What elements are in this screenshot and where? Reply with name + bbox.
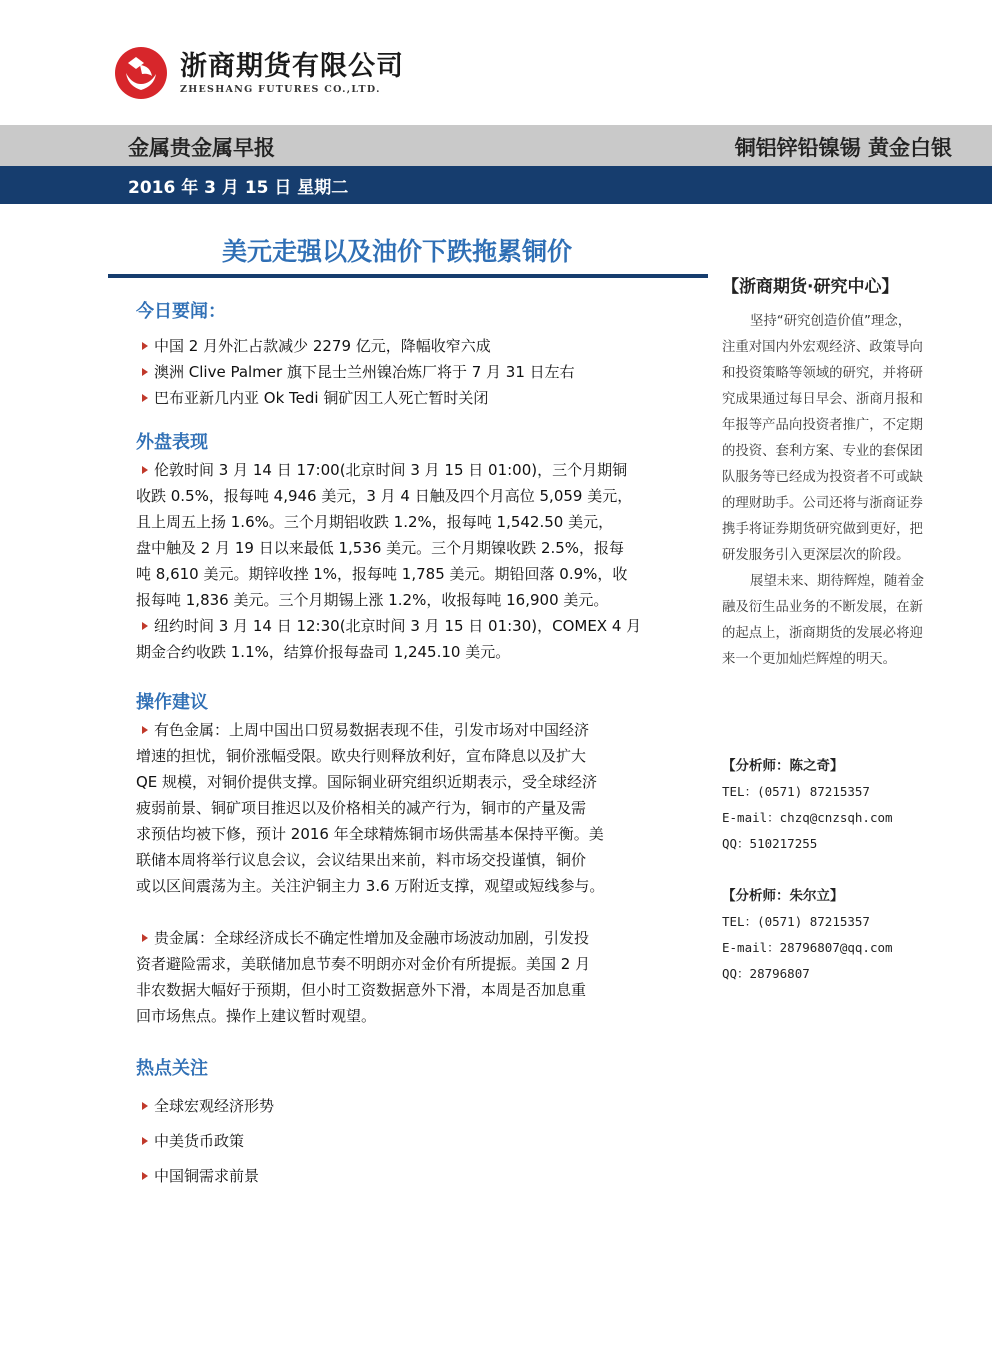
overseas-paragraph-london: 伦敦时间 3 月 14 日 17:00(北京时间 3 月 15 日 01:00)，三个月期铜 收跌 0.5%，报每吨 4,946 美元，3 月 4 日触及四个月高位 5,059 美元， 且上周五上扬 1.6%。三个月期铝收跌 1.2%，报每吨 1,542.50 美元， 盘中触及 2 月 19 日以来最低 1,536 美元。三个月期镍收跌 2.5%，报每 吨 8,610 美元。期锌收挫 1%，报每吨 1,785 美元。期铅回落 0.9%，收 报每吨 1,836 美元。三个月期锡上涨 1.2%，收报每吨 16,900 美元。 [136, 461, 633, 609]
section-title-overseas: 外盘表现 [136, 432, 208, 453]
date-band [0, 166, 992, 204]
sidebar-title: 【浙商期货·研究中心】 [722, 277, 899, 297]
bullet-arrow-icon [142, 342, 148, 350]
analyst-qq: QQ：28796807 [722, 966, 810, 981]
section-title-news: 今日要闻： [136, 301, 226, 322]
analyst-name: 【分析师：朱尔立】 [722, 888, 844, 904]
analyst-card [722, 883, 954, 987]
sidebar-intro: 坚持“研究创造价值”理念， 注重对国内外宏观经济、政策导向 和投资策略等领域的研究，并将研 究成果通过每日早会、浙商月报和 年报等产品向投资者推广，不定期 的投资、套利方案、专业的套保团 队服务等已经成为投资者不可或缺 的理财助手。公司还将与浙商证券 携手将证券期货研究做到更好，把 研发服务引入更深层次的阶段。 展望未来、期待辉煌，随着金 融及衍生品业务的不断发展，在新 的起点上，浙商期货的发展必将迎 来一个更加灿烂辉煌的明天。 [722, 314, 925, 667]
list-item: 全球宏观经济形势 [136, 1093, 670, 1119]
analyst-tel: TEL：(0571) 87215357 [722, 784, 870, 799]
bullet-arrow-icon [142, 1102, 148, 1110]
page-title: 美元走强以及油价下跌拖累铜价 [222, 237, 573, 266]
bullet-arrow-icon [142, 1137, 148, 1145]
report-band [0, 125, 992, 166]
bullet-arrow-icon [142, 368, 148, 376]
main-column [136, 298, 670, 1189]
overseas-paragraph-newyork: 纽约时间 3 月 14 日 12:30(北京时间 3 月 15 日 01:30)，COMEX 4 月 期金合约收跌 1.1%，结算价报每盎司 1,245.10 美元。 [136, 617, 642, 661]
bullet-arrow-icon [142, 934, 148, 942]
list-item: 巴布亚新几内亚 Ok Tedi 铜矿因工人死亡暂时关闭 [136, 385, 670, 411]
advice-paragraph-base-metals: 有色金属：上周中国出口贸易数据表现不佳，引发市场对中国经济 增速的担忧，铜价涨幅受限。欧央行则释放利好，宣布降息以及扩大 QE 规模，对铜价提供支撑。国际铜业研究组织近期表示，受全球经济 疲弱前景、铜矿项目推迟以及价格相关的减产行为，铜市的产量及需 求预估均被下修，预计 2016 年全球精炼铜市场供需基本保持平衡。美 联储本周将举行议息会议，会议结果出来前，料市场交投谨慎，铜价 或以区间震荡为主。关注沪铜主力 3.6 万附近支撑，观望或短线参与。 [136, 721, 605, 895]
analyst-card [722, 753, 954, 857]
company-name [180, 52, 404, 95]
analyst-qq: QQ：510217255 [722, 836, 818, 851]
company-name-cn: 浙商期货有限公司 [180, 51, 404, 82]
bullet-arrow-icon [142, 466, 148, 474]
list-item: 中国铜需求前景 [136, 1163, 670, 1189]
company-name-en: ZHESHANG FUTURES CO.,LTD. [180, 84, 381, 95]
analyst-name: 【分析师：陈之奇】 [722, 758, 844, 774]
bullet-arrow-icon [142, 726, 148, 734]
company-logo-icon [114, 46, 168, 100]
report-name: 金属贵金属早报 [128, 136, 275, 160]
bullet-arrow-icon [142, 622, 148, 630]
list-item: 中国 2 月外汇占款减少 2279 亿元，降幅收窄六成 [136, 333, 670, 359]
section-title-focus: 热点关注 [136, 1058, 208, 1079]
bullet-arrow-icon [142, 1172, 148, 1180]
analyst-email[interactable]: E-mail：chzq@cnzsqh.com [722, 810, 893, 825]
section-title-advice: 操作建议 [136, 692, 208, 713]
advice-paragraph-precious-metals: 贵金属：全球经济成长不确定性增加及金融市场波动加剧，引发投 资者避险需求，美联储加息节奏不明朗亦对金价有所提振。美国 2 月 非农数据大幅好于预期，但小时工资数据意外下滑，本周是否加息重 回市场焦点。操作上建议暂时观望。 [136, 929, 591, 1025]
bullet-arrow-icon [142, 394, 148, 402]
metals-list: 铜铝锌铅镍锡 黄金白银 [734, 136, 952, 160]
report-date: 2016 年 3 月 15 日 星期二 [128, 178, 349, 198]
title-divider [108, 274, 708, 278]
sidebar [722, 272, 954, 987]
analyst-email[interactable]: E-mail：28796807@qq.com [722, 940, 893, 955]
list-item: 澳洲 Clive Palmer 旗下昆士兰州镍冶炼厂将于 7 月 31 日左右 [136, 359, 670, 385]
analyst-tel: TEL：(0571) 87215357 [722, 914, 870, 929]
list-item: 中美货币政策 [136, 1128, 670, 1154]
